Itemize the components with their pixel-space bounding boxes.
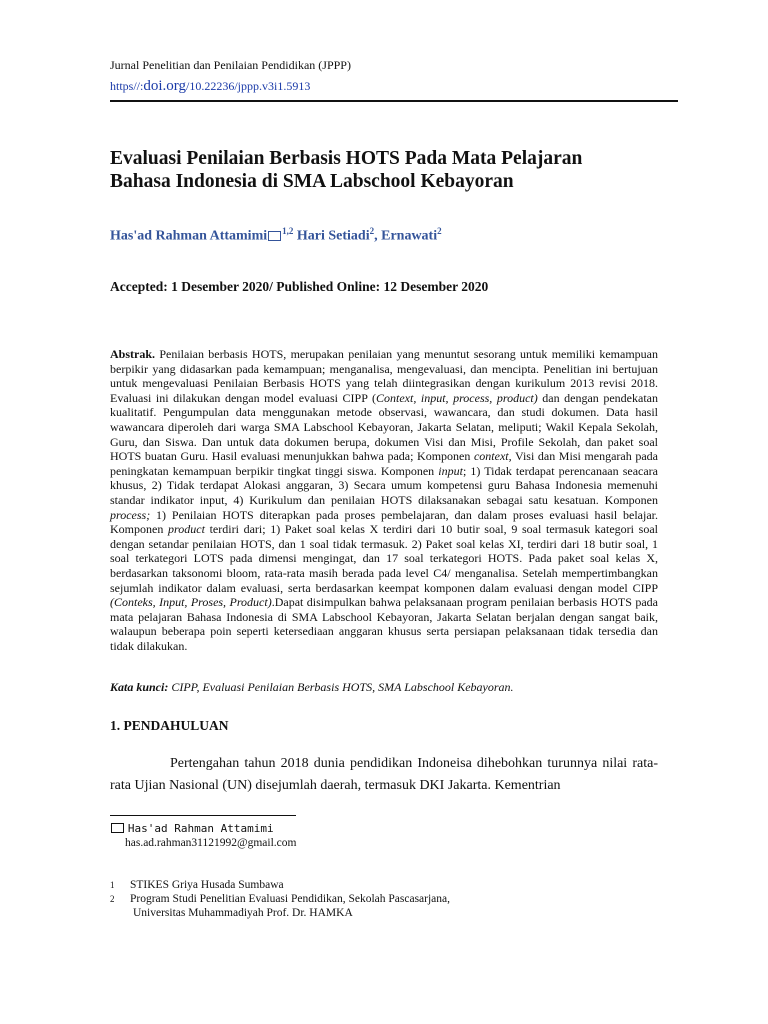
abstract-italic: product	[168, 522, 205, 537]
abstract-italic: Context, input, process, product)	[376, 390, 538, 405]
publication-dates: Accepted: 1 Desember 2020/ Published Online: 12 Desember 2020	[110, 279, 489, 294]
abstract-text: dan dengan pendekatan kualitatif. Pengumpulan data menggunakan metode observasi, wawancara, dan studi dokumen. Data hasil wawancara diperoleh dari warga SMA Labschool Kebayoran, Jakarta Selatan, meliputi; Wakil Kepala Sekolah, Guru, dan Siswa. Dan untuk data dokumen berupa, dokumen Visi dan Misi, Profile Sekolah, dan paket soal HOTS buatan Guru. Hasil evaluasi menunjukkan bahwa pada; Komponen	[110, 390, 658, 464]
author-3-affil: 2	[437, 226, 442, 236]
title-line-2: Bahasa Indonesia di SMA Labschool Kebayoran	[110, 171, 514, 192]
footnote-rule	[110, 815, 296, 816]
author-1-affil: 1,2	[282, 226, 294, 236]
journal-name: Jurnal Penelitian dan Penilaian Pendidikan (JPPP)	[110, 58, 351, 72]
keywords	[110, 680, 658, 695]
author-3: , Ernawati	[374, 228, 438, 244]
abstract-label: Abstrak.	[110, 347, 156, 361]
affiliation-2a: Program Studi Penelitian Evaluasi Pendidikan, Sekolah Pascasarjana,	[130, 893, 451, 905]
affiliation-1: STIKES Griya Husada Sumbawa	[130, 879, 284, 891]
header-rule	[110, 100, 678, 102]
footnote-number-1: 1	[110, 880, 115, 890]
abstract	[110, 347, 658, 653]
body-paragraph: Pertengahan tahun 2018 dunia pendidikan Indoneisa dihebohkan turunnya nilai rata-rata Ujian Nasional (UN) disejumlah daerah, termasuk DKI Jakarta. Kementrian	[110, 756, 658, 793]
doi-org: doi.org	[143, 78, 186, 94]
abstract-text: ; 1) Tidak terdapat perencanaan seacara khusus, 2) Tidak terdapat Alokasi anggaran, 3) Secara umum kompetensi guru Bahasa Indonesia memenuhi standar indikator input, 4) Kurikulum dan penilaian HOTS dilaksanakan sebagai satu kesatuan. Komponen	[110, 463, 659, 507]
abstract-italic: context,	[473, 449, 512, 464]
envelope-icon	[268, 231, 281, 241]
abstract-italic: (Conteks, Input, Proses, Product)	[110, 595, 272, 610]
envelope-icon	[111, 823, 124, 833]
corresponding-author	[110, 822, 274, 836]
affiliation-2b: Universitas Muhammadiyah Prof. Dr. HAMKA	[133, 907, 353, 919]
abstract-italic: process;	[110, 507, 151, 522]
title-line-1: Evaluasi Penilaian Berbasis HOTS Pada Mata Pelajaran	[110, 148, 583, 169]
abstract-text: .Dapat disimpulkan bahwa pelaksanaan program penilaian berbasis HOTS pada mata pelajaran Bahasa Indonesia di SMA Labschool Kebayoran, Jakarta Selatan berjalan dengan sangat baik, walaupun beberapa poin seperti ketersediaan anggaran khusus serta persiapan pelaksanaan tidak tersedia dan tidak dilakukan.	[110, 595, 658, 653]
abstract-text: 1) Penilaian HOTS diterapkan pada proses pembelajaran, dan dalam proses evaluasi hasil belajar. Komponen	[110, 507, 658, 537]
abstract-italic: input	[438, 463, 463, 478]
abstract-text: Penilaian berbasis HOTS, merupakan penilaian yang menuntut sesorang untuk memiliki kemampuan berpikir yang didasarkan pada kemampuan; menganalisa, mengevaluasi, dan mencipta. Penelitian ini bertujuan untuk mengevaluasi Penilaian Berbasis HOTS yang telah diintegrasikan dengan kurikulum 2013 revisi 2018. Evaluasi ini dilakukan dengan model evaluasi CIPP (	[110, 347, 658, 405]
corresponding-email[interactable]: has.ad.rahman31121992@gmail.com	[125, 837, 297, 849]
doi-prefix: https//:	[110, 79, 144, 93]
section-heading: 1. PENDAHULUAN	[110, 718, 229, 733]
author-2-affil: 2	[369, 226, 375, 236]
abstract-text: terdiri dari; 1) Paket soal kelas X terdiri dari 10 butir soal, 9 soal termasuk kategori soal dengan setandar penilaian HOTS, dan 1 soal tidak termasuk. 2) Paket soal kelas XI, terdiri dari 18 butir soal, 1 soal terkategori LOTS pada dimensi mengingat, dan 17 soal terkategori HOTS. Pada paket soal kelas X, berdasarkan taksonomi bloom, rata-rata masih berada pada level C4/ menganalisa. Setelah mempertimbangkan sejumlah indikator dalam evaluasi, serta berdasarkan keempat komponen dalam evaluasi dengan model CIPP	[110, 522, 658, 595]
author-2: Hari Setiadi	[293, 228, 370, 244]
author-list	[110, 226, 442, 245]
corresponding-name: Has'ad Rahman Attamimi	[127, 822, 274, 835]
doi-link[interactable]	[110, 78, 310, 95]
author-1: Has'ad Rahman Attamimi	[110, 228, 268, 244]
paper-title	[110, 147, 670, 193]
keywords-text: CIPP, Evaluasi Penilaian Berbasis HOTS, SMA Labschool Kebayoran.	[168, 680, 514, 694]
keywords-label: Kata kunci:	[110, 680, 169, 694]
footnote-number-2: 2	[110, 894, 115, 904]
abstract-text: Visi dan Misi mengarah pada peningkatan kemampuan berpikir tingkat tinggi siswa. Komponen	[110, 449, 658, 478]
doi-suffix: /10.22236/jppp.v3i1.5913	[186, 79, 311, 93]
